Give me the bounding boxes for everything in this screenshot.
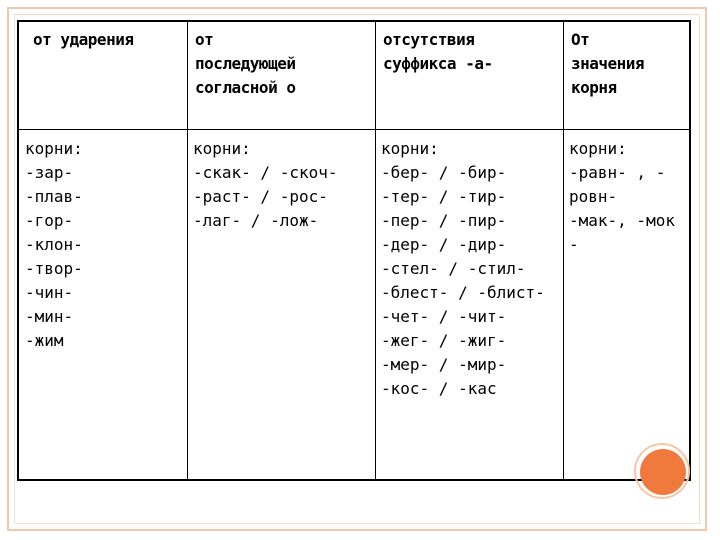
header-suffix-a: отсутствия суффикса -а- <box>383 30 493 73</box>
accent-circle <box>640 449 686 495</box>
header-stress: от ударения <box>33 30 134 49</box>
header-root-meaning: От значения корня <box>571 30 645 97</box>
rules-table <box>17 20 691 481</box>
roots-following-consonant: корни: -скак- / -скоч- -раст- / -рос- -лаг- / -лож- <box>193 139 338 230</box>
header-following-consonant: от последующей согласной о <box>195 30 296 97</box>
roots-stress: корни: -зар- -плав- -гор- -клон- -твор- -чин- -мин- -жим <box>25 139 83 350</box>
header-divider <box>19 129 689 130</box>
column-divider <box>187 22 188 479</box>
roots-root-meaning: корни: -равн- , - ровн- -мак-, -мок - <box>569 139 675 254</box>
roots-suffix-a: корни: -бер- / -бир- -тер- / -тир- -пер- / -пир- -дер- / -дир- -стел- / -стил- -блест- / -блист- -чет- / -чит- -жег- / -жиг- -мер- / -мир- -кос- / -кас <box>381 139 545 398</box>
column-divider <box>563 22 564 479</box>
column-divider <box>375 22 376 479</box>
